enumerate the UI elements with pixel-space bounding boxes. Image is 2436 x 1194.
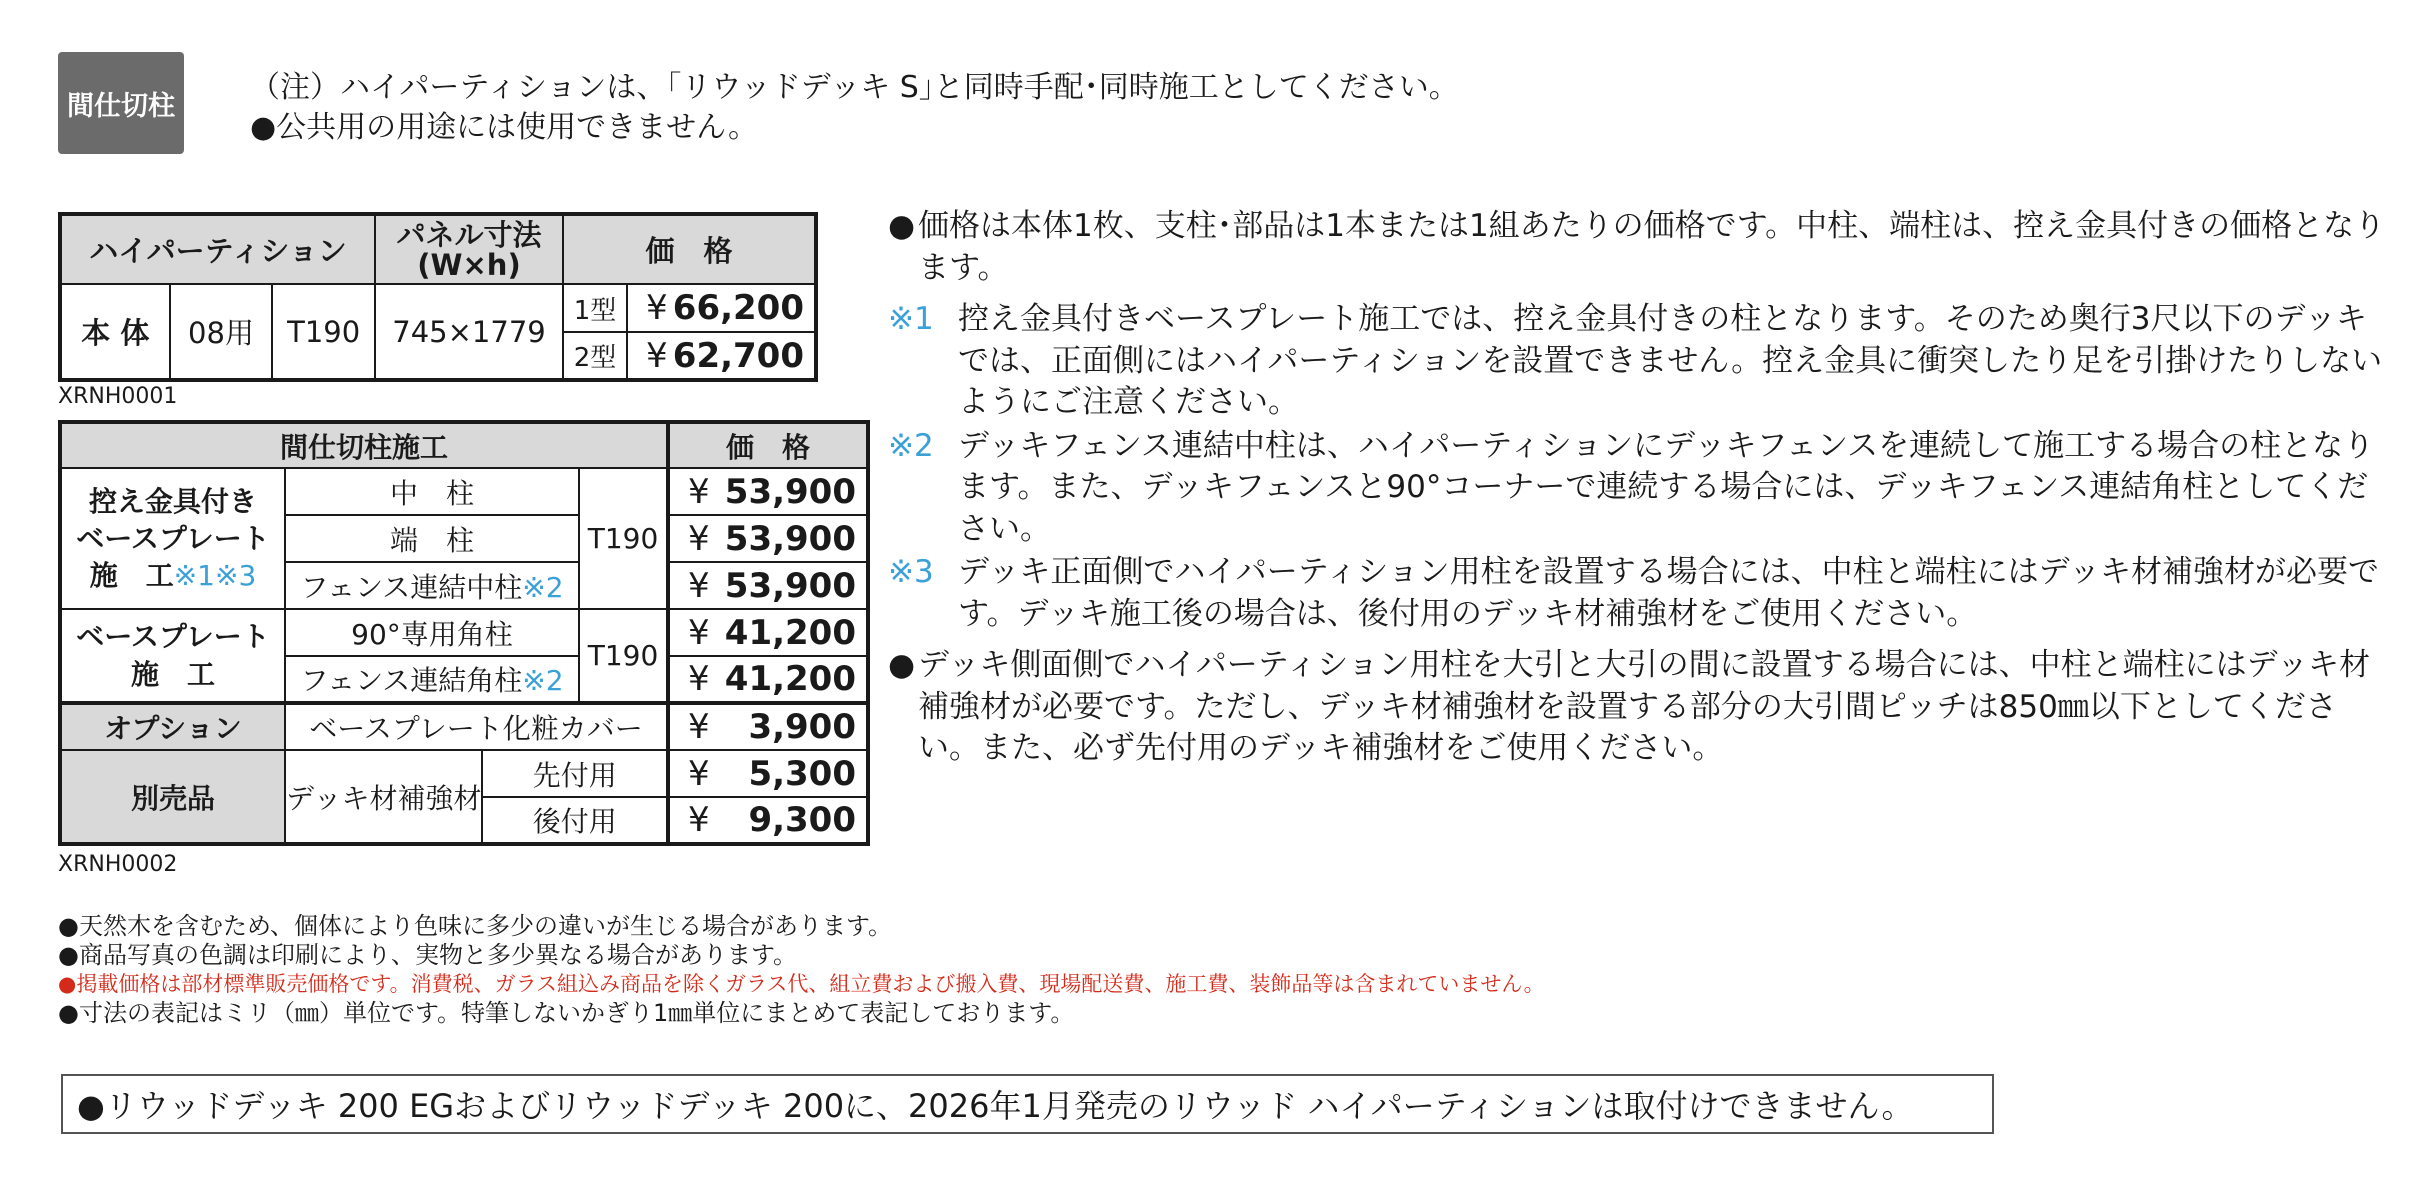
price-value: 53,900 <box>724 518 856 559</box>
top-note-1: （注）ハイパーティションは、｢リウッドデッキ S｣と同時手配･同時施工としてください。 <box>250 70 1459 105</box>
yen-symbol: ¥ <box>646 335 668 376</box>
table2-header-price: 価 格 <box>668 422 868 468</box>
note-mark: ※1 <box>888 301 934 337</box>
table1-row-code: T190 <box>272 284 375 380</box>
table1-header-size <box>375 214 563 284</box>
separate-label: 別売品 <box>60 750 285 844</box>
product-code-2: XRNH0002 <box>58 852 178 877</box>
yen-symbol: ¥ <box>688 659 710 699</box>
price-value: 53,900 <box>724 471 856 512</box>
top-note-2: ●公共用の用途には使用できません。 <box>250 110 758 145</box>
item-mark: ※2 <box>522 570 564 604</box>
group1-price-2 <box>668 515 868 562</box>
group2-label-line2: 施 工 <box>130 657 215 691</box>
table1-price-1 <box>627 284 816 332</box>
partition-price-table <box>58 212 818 382</box>
right-note-1 <box>888 206 2388 289</box>
group1-label-line1: 控え金具付き <box>88 485 257 518</box>
right-note-2 <box>888 299 2388 424</box>
group2-item-2 <box>285 656 579 703</box>
item-name: 端 柱 <box>389 523 474 557</box>
price-value: 9,300 <box>748 800 856 840</box>
group2-code: T190 <box>579 609 668 703</box>
group1-price-3 <box>668 562 868 609</box>
bottom-note-price-warning: ●掲載価格は部材標準販売価格です。消費税、ガラス組込み商品を除くガラス代、組立費および搬入費、現場配送費、施工費、装飾品等は含まれていません。 <box>58 972 1545 996</box>
item-name: フェンス連結中柱 <box>300 570 523 604</box>
group1-label-marks: ※1※3 <box>173 559 257 592</box>
group1-price-1 <box>668 468 868 515</box>
yen-symbol: ¥ <box>688 800 710 840</box>
right-note-4 <box>888 552 2388 635</box>
yen-symbol: ¥ <box>688 471 710 512</box>
category-tag: 間仕切柱 <box>58 52 184 154</box>
group1-item-3 <box>285 562 579 609</box>
separate-timing-1: 先付用 <box>482 750 668 797</box>
table1-row-use: 08用 <box>170 284 273 380</box>
table1-price-2 <box>627 332 816 380</box>
separate-price-2 <box>668 797 868 844</box>
table1-row-size: 745×1779 <box>375 284 563 380</box>
note-mark: ※3 <box>888 554 934 590</box>
right-note-3 <box>888 426 2388 551</box>
note-text: 控え金具付きベースプレート施工では、控え金具付きの柱となります。そのため奥行3尺以下のデッキでは、正面側にはハイパーティションを設置できません。控え金具に衝突したり足を引掛けたりしないようにご注意ください。 <box>958 301 2383 420</box>
bullet-mark: ● <box>888 647 916 683</box>
group2-item-1 <box>285 609 579 656</box>
group1-label-line2: ベースプレート <box>76 522 270 555</box>
table1-header-name: ハイパーティション <box>60 214 375 284</box>
bottom-note-4: ●寸法の表記はミリ（㎜）単位です。特筆しないかぎり1㎜単位にまとめて表記しております。 <box>58 999 1075 1027</box>
price-value: 53,900 <box>724 565 856 606</box>
group2-price-2 <box>668 656 868 703</box>
separate-price-1 <box>668 750 868 797</box>
item-name: フェンス連結角柱 <box>300 664 523 697</box>
option-label: オプション <box>60 703 285 750</box>
item-mark: ※2 <box>522 664 564 697</box>
note-mark: ※2 <box>888 427 934 464</box>
group1-code: T190 <box>579 468 668 609</box>
bottom-notes <box>58 912 1545 1028</box>
yen-symbol: ¥ <box>646 288 668 328</box>
group1-item-2 <box>285 515 579 562</box>
group2-label <box>60 609 285 703</box>
bullet-mark: ● <box>888 208 916 244</box>
yen-symbol: ¥ <box>688 518 710 559</box>
price-value: 41,200 <box>724 659 856 699</box>
bottom-note-2: ●商品写真の色調は印刷により、実物と多少異なる場合があります。 <box>58 941 798 969</box>
note-text: デッキ正面側でハイパーティション用柱を設置する場合には、中柱と端柱にはデッキ材補強材が必要です。デッキ施工後の場合は、後付用のデッキ材補強材をご使用ください。 <box>958 554 2380 632</box>
bottom-note-1: ●天然木を含むため、個体により色味に多少の違いが生じる場合があります。 <box>58 912 893 940</box>
note-text: 価格は本体1枚、支柱･部品は1本または1組あたりの価格です。中柱、端柱は、控え金具付きの価格となります。 <box>918 208 2386 286</box>
compatibility-notice: ●リウッドデッキ 200 EGおよびリウッドデッキ 200に、2026年1月発売のリウッド ハイパーティションは取付けできません。 <box>61 1074 1994 1134</box>
price-value: 3,900 <box>748 707 856 747</box>
table1-row-name: 本 体 <box>60 284 170 380</box>
group2-label-line1: ベースプレート <box>76 619 270 653</box>
note-text: デッキ側面側でハイパーティション用柱を大引と大引の間に設置する場合には、中柱と端柱にはデッキ材補強材が必要です。ただし、デッキ材補強材を設置する部分の大引間ピッチは850㎜以下としてください。また、必ず先付用のデッキ補強材をご使用ください。 <box>918 647 2371 766</box>
group1-item-1 <box>285 468 579 515</box>
price-value: 62,700 <box>672 335 804 376</box>
group1-label <box>60 468 285 609</box>
separate-name: デッキ材補強材 <box>285 750 482 844</box>
right-note-5 <box>888 645 2388 770</box>
yen-symbol: ¥ <box>688 565 710 606</box>
option-price <box>668 703 868 750</box>
table2-header-left: 間仕切柱施工 <box>60 422 668 468</box>
item-name: 90°専用角柱 <box>351 617 513 651</box>
item-name: 中 柱 <box>389 476 474 510</box>
table1-price-type-2: 2型 <box>563 332 627 380</box>
table1-price-type-1: 1型 <box>563 284 627 332</box>
yen-symbol: ¥ <box>688 612 710 653</box>
option-name: ベースプレート化粧カバー <box>285 703 668 750</box>
note-text: デッキフェンス連結中柱は、ハイパーティションにデッキフェンスを連続して施工する場合の柱となります。また、デッキフェンスと90°コーナーで連続する場合には、デッキフェンス連結角柱としてください。 <box>958 427 2375 547</box>
product-code-1: XRNH0001 <box>58 384 178 409</box>
group2-price-1 <box>668 609 868 656</box>
post-price-table <box>58 420 870 846</box>
right-notes <box>888 206 2388 770</box>
price-value: 66,200 <box>672 288 804 328</box>
table1-header-price: 価 格 <box>563 214 816 284</box>
group1-label-line3: 施 工 <box>89 559 174 592</box>
table1-header-size-line2: (W×h) <box>417 247 521 282</box>
price-value: 5,300 <box>748 753 856 794</box>
separate-timing-2: 後付用 <box>482 797 668 844</box>
yen-symbol: ¥ <box>688 707 710 747</box>
price-value: 41,200 <box>724 612 856 653</box>
yen-symbol: ¥ <box>688 753 710 794</box>
table1-header-size-line1: パネル寸法 <box>396 217 542 252</box>
